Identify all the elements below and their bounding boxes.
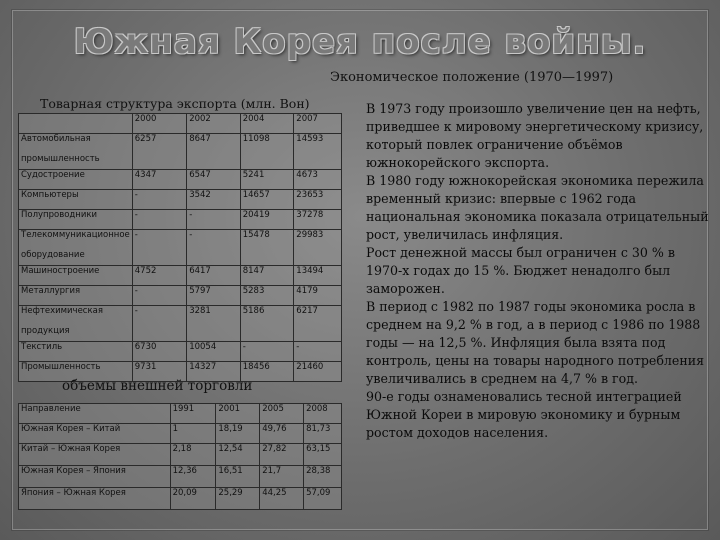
table-cell: 5797 [187, 286, 241, 306]
table-row [19, 210, 342, 230]
table-cell: 12,36 [170, 466, 216, 488]
table-cell: 44,25 [260, 488, 304, 510]
table-cell: 3281 [187, 306, 241, 342]
table-cell: 6730 [132, 342, 186, 362]
table-cell: 29983 [294, 230, 342, 266]
table-cell: 5186 [240, 306, 294, 342]
table-cell: 10054 [187, 342, 241, 362]
table-cell: 27,82 [260, 444, 304, 466]
table-cell: Металлургия [19, 286, 133, 306]
table-cell [19, 306, 133, 342]
table-cell: Полупроводники [19, 210, 133, 230]
table-row [19, 170, 342, 190]
row-label: Телекоммуникационное [21, 230, 130, 240]
table-cell: Южная Корея – Китай [19, 424, 171, 444]
header-cell: 2002 [187, 114, 241, 134]
row-label-cont: промышленность [21, 154, 100, 164]
table-cell: 11098 [240, 134, 294, 170]
table-cell: Текстиль [19, 342, 133, 362]
row-label-cont: оборудование [21, 250, 85, 260]
table-cell: - [132, 286, 186, 306]
table-cell: 6217 [294, 306, 342, 342]
table-cell: 14593 [294, 134, 342, 170]
table-cell: Китай – Южная Корея [19, 444, 171, 466]
table-header-row [19, 404, 342, 424]
table-cell: 9731 [132, 362, 186, 382]
export-table [18, 113, 342, 382]
table-cell: 12,54 [216, 444, 260, 466]
table-row [19, 134, 342, 170]
table-cell: 18,19 [216, 424, 260, 444]
table-cell: 13494 [294, 266, 342, 286]
table-cell: - [132, 190, 186, 210]
table-header-row [19, 114, 342, 134]
table-cell: 28,38 [304, 466, 342, 488]
table-row [19, 488, 342, 510]
table-cell: 16,51 [216, 466, 260, 488]
table-cell: 15478 [240, 230, 294, 266]
paragraph-1980: В 1980 году южнокорейская экономика пережила временный кризис: впервые с 1962 года национальная экономика показала отрицательный рост, увеличилась инфляция. [366, 173, 709, 242]
table-cell: 4752 [132, 266, 186, 286]
table-row [19, 444, 342, 466]
table-cell: - [187, 210, 241, 230]
table-cell: Машиностроение [19, 266, 133, 286]
table-cell: 20419 [240, 210, 294, 230]
table-cell: 21,7 [260, 466, 304, 488]
table-cell: 6257 [132, 134, 186, 170]
header-cell: 2004 [240, 114, 294, 134]
table-cell: 57,09 [304, 488, 342, 510]
header-cell: Направление [19, 404, 171, 424]
table-cell: 6547 [187, 170, 241, 190]
slide-title: Южная Корея после войны. [73, 22, 647, 62]
export-table-title: Товарная структура экспорта (млн. Вон) [40, 96, 310, 111]
row-label: Нефтехимическая [21, 306, 103, 316]
table-row [19, 266, 342, 286]
table-cell: 63,15 [304, 444, 342, 466]
table-row [19, 286, 342, 306]
table-cell: Судостроение [19, 170, 133, 190]
table-cell [19, 134, 133, 170]
row-label-cont: продукция [21, 326, 70, 336]
trade-table-title: объемы внешней торговли [62, 378, 253, 394]
row-label: Автомобильная [21, 134, 91, 144]
header-cell [19, 114, 133, 134]
table-cell [19, 230, 133, 266]
table-cell: 8647 [187, 134, 241, 170]
table-cell: Компьютеры [19, 190, 133, 210]
table-cell: 4347 [132, 170, 186, 190]
table-cell: - [132, 210, 186, 230]
paragraph-1982-1988: В период с 1982 по 1987 годы экономика росла в среднем на 9,2 % в год, а в период с 1986 по 1988 годы — на 12,5 %. Инфляция была взята под контроль, цены на товары народного потребления увеличивались в среднем на 4,7 % в год. [366, 299, 705, 386]
table-cell: 2,18 [170, 444, 216, 466]
table-cell: 25,29 [216, 488, 260, 510]
table-cell: 4179 [294, 286, 342, 306]
header-cell: 2001 [216, 404, 260, 424]
header-cell: 2008 [304, 404, 342, 424]
table-cell: 21460 [294, 362, 342, 382]
table-cell: 1 [170, 424, 216, 444]
table-cell: Япония – Южная Корея [19, 488, 171, 510]
table-cell: 20,09 [170, 488, 216, 510]
table-row [19, 466, 342, 488]
header-cell: 2007 [294, 114, 342, 134]
slide-subtitle: Экономическое положение (1970—1997) [330, 70, 614, 85]
table-cell: 3542 [187, 190, 241, 210]
table-row [19, 424, 342, 444]
table-cell: 5241 [240, 170, 294, 190]
trade-table [18, 403, 342, 510]
table-row [19, 190, 342, 210]
table-cell: 81,73 [304, 424, 342, 444]
table-cell: - [294, 342, 342, 362]
header-cell: 1991 [170, 404, 216, 424]
table-cell: 5283 [240, 286, 294, 306]
header-cell: 2000 [132, 114, 186, 134]
table-cell: 4673 [294, 170, 342, 190]
table-cell: 6417 [187, 266, 241, 286]
economy-description [366, 100, 712, 442]
table-cell: 37278 [294, 210, 342, 230]
table-cell: 8147 [240, 266, 294, 286]
paragraph-1973: В 1973 году произошло увеличение цен на нефть, приведшее к мировому энергетическому кризису, который повлек ограничение объёмов южнокорейского экспорта. [366, 101, 704, 170]
table-cell: 49,76 [260, 424, 304, 444]
table-row [19, 306, 342, 342]
table-row [19, 342, 342, 362]
table-row [19, 230, 342, 266]
table-cell: 14657 [240, 190, 294, 210]
paragraph-money-supply: Рост денежной массы был ограничен с 30 % в 1970-х годах до 15 %. Бюджет ненадолго был заморожен. [366, 245, 675, 296]
table-cell: 23653 [294, 190, 342, 210]
header-cell: 2005 [260, 404, 304, 424]
table-cell: 14327 [187, 362, 241, 382]
table-cell: - [187, 230, 241, 266]
table-cell: Промышленность [19, 362, 133, 382]
table-cell: - [132, 306, 186, 342]
table-cell: Южная Корея – Япония [19, 466, 171, 488]
table-cell: 18456 [240, 362, 294, 382]
table-cell: - [132, 230, 186, 266]
table-cell: - [240, 342, 294, 362]
paragraph-90s: 90-е годы ознаменовались тесной интеграцией Южной Кореи в мировую экономику и бурным ростом доходов населения. [366, 389, 682, 440]
